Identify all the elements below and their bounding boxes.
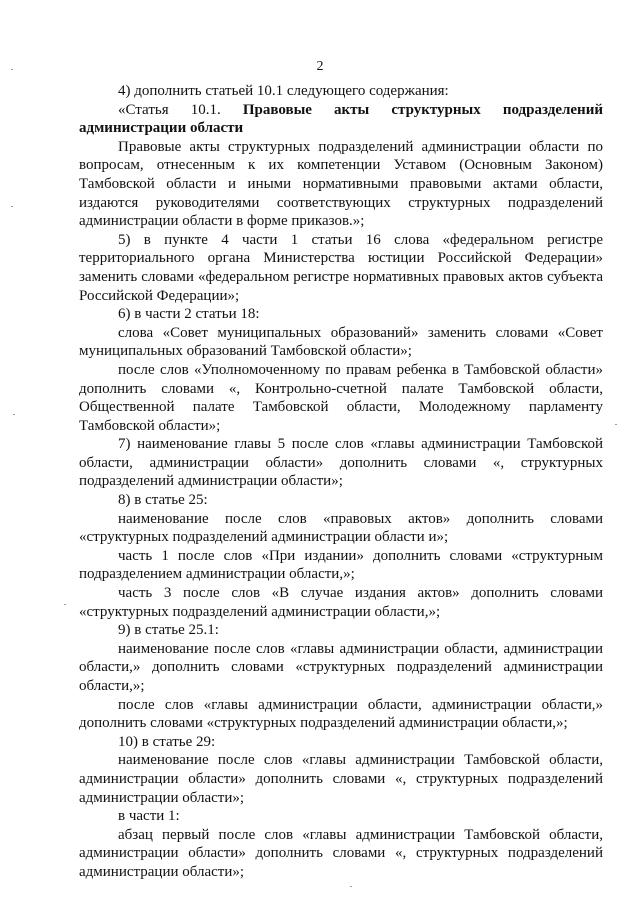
paragraph: слова «Совет муниципальных образований» заменить словами «Совет муниципальных образований Тамбовской области»; <box>79 324 603 360</box>
paragraph: наименование после слов «главы администрации Тамбовской области, администрации области» дополнить словами «, структурных подразделений администрации области»; <box>79 752 603 806</box>
paragraph: после слов «Уполномоченному по правам ребенка в Тамбовской области» дополнить словами «, Контрольно-счетной палате Тамбовской области, Общественной палате Тамбовской области, Молодежному парламенту Тамбовской области»; <box>79 361 603 434</box>
paragraph: 6) в части 2 статьи 18: <box>118 306 260 323</box>
paragraph: после слов «главы администрации области, администрации области,» дополнить словами «структурных подразделений администрации области,»; <box>79 696 603 732</box>
paragraph: 7) наименование главы 5 после слов «главы администрации Тамбовской области, администрации области» дополнить словами «, структурных подразделений администрации области»; <box>79 436 603 490</box>
scan-speck <box>615 424 617 425</box>
paragraph: 5) в пункте 4 части 1 статьи 16 слова «федеральном регистре территориального органа Министерства юстиции Российской Федерации» заменить словами «федеральном регистре нормативных правовых актов субъекта Российской Федерации»; <box>79 231 603 304</box>
scan-speck <box>64 604 66 605</box>
page-number: 2 <box>316 59 324 74</box>
scan-speck <box>11 206 13 207</box>
paragraph: абзац первый после слов «главы администрации Тамбовской области, администрации области» дополнить словами «, структурных подразделений администрации области»; <box>79 826 603 880</box>
scan-speck <box>350 886 352 887</box>
paragraph: 8) в статье 25: <box>118 492 208 509</box>
scan-speck <box>13 414 15 415</box>
paragraph: 9) в статье 25.1: <box>118 622 219 639</box>
document-body <box>79 82 603 882</box>
scan-speck <box>11 69 13 70</box>
paragraph: часть 3 после слов «В случае издания актов» дополнить словами «структурных подразделений администрации области,»; <box>79 585 603 620</box>
intro-paragraph: 4) дополнить статьей 10.1 следующего содержания: <box>118 83 449 99</box>
article-heading <box>79 101 603 138</box>
paragraph: наименование после слов «правовых актов» дополнить словами «структурных подразделений администрации области и»; <box>79 510 603 546</box>
article-title-prefix: «Статья 10.1. <box>118 101 221 118</box>
paragraph: в части 1: <box>118 808 180 825</box>
paragraph: часть 1 после слов «При издании» дополнить словами «структурным подразделением администрации области,»; <box>79 547 603 583</box>
paragraph: Правовые акты структурных подразделений администрации области по вопросам, отнесенным к их компетенции Уставом (Основным Законом) Тамбовской области и иными нормативными правовыми актами области, издаются руководителями соответствующих структурных подразделений администрации области в форме приказов.»; <box>79 138 603 230</box>
paragraph: 10) в статье 29: <box>118 733 216 750</box>
article-title-bold: Правовые акты структурных подразделений администрации области <box>79 101 603 137</box>
paragraph: наименование после слов «главы администрации области, администрации области,» дополнить словами «структурных подразделений администрации области,»; <box>79 640 603 694</box>
